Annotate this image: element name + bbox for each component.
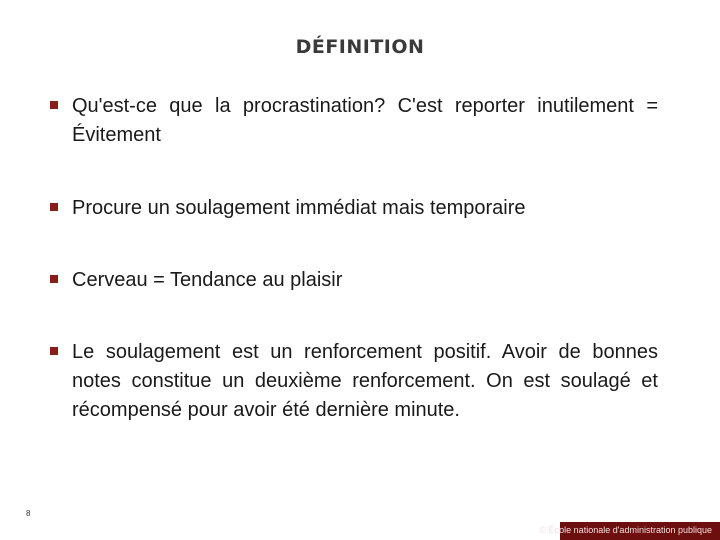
square-bullet-icon xyxy=(50,275,58,283)
bullet-text: Qu'est-ce que la procrastination? C'est reporter inutilement = Évitement xyxy=(72,95,658,146)
bullet-item xyxy=(46,266,658,295)
bullet-item xyxy=(46,92,658,150)
slide-title: DÉFINITION xyxy=(295,36,425,58)
square-bullet-icon xyxy=(50,347,58,355)
footer-copyright: © École nationale d'administration publique xyxy=(539,525,712,535)
bullet-text: Cerveau = Tendance au plaisir xyxy=(72,269,343,291)
bullet-item xyxy=(46,194,658,223)
square-bullet-icon xyxy=(50,203,58,211)
bullet-list xyxy=(46,92,658,425)
bullet-item xyxy=(46,338,658,425)
square-bullet-icon xyxy=(50,101,58,109)
bullet-text: Procure un soulagement immédiat mais temporaire xyxy=(72,197,526,219)
bullet-text: Le soulagement est un renforcement positif. Avoir de bonnes notes constitue un deuxième renforcement. On est soulagé et récompensé pour avoir été dernière minute. xyxy=(72,341,658,421)
page-number: 8 xyxy=(26,509,31,518)
